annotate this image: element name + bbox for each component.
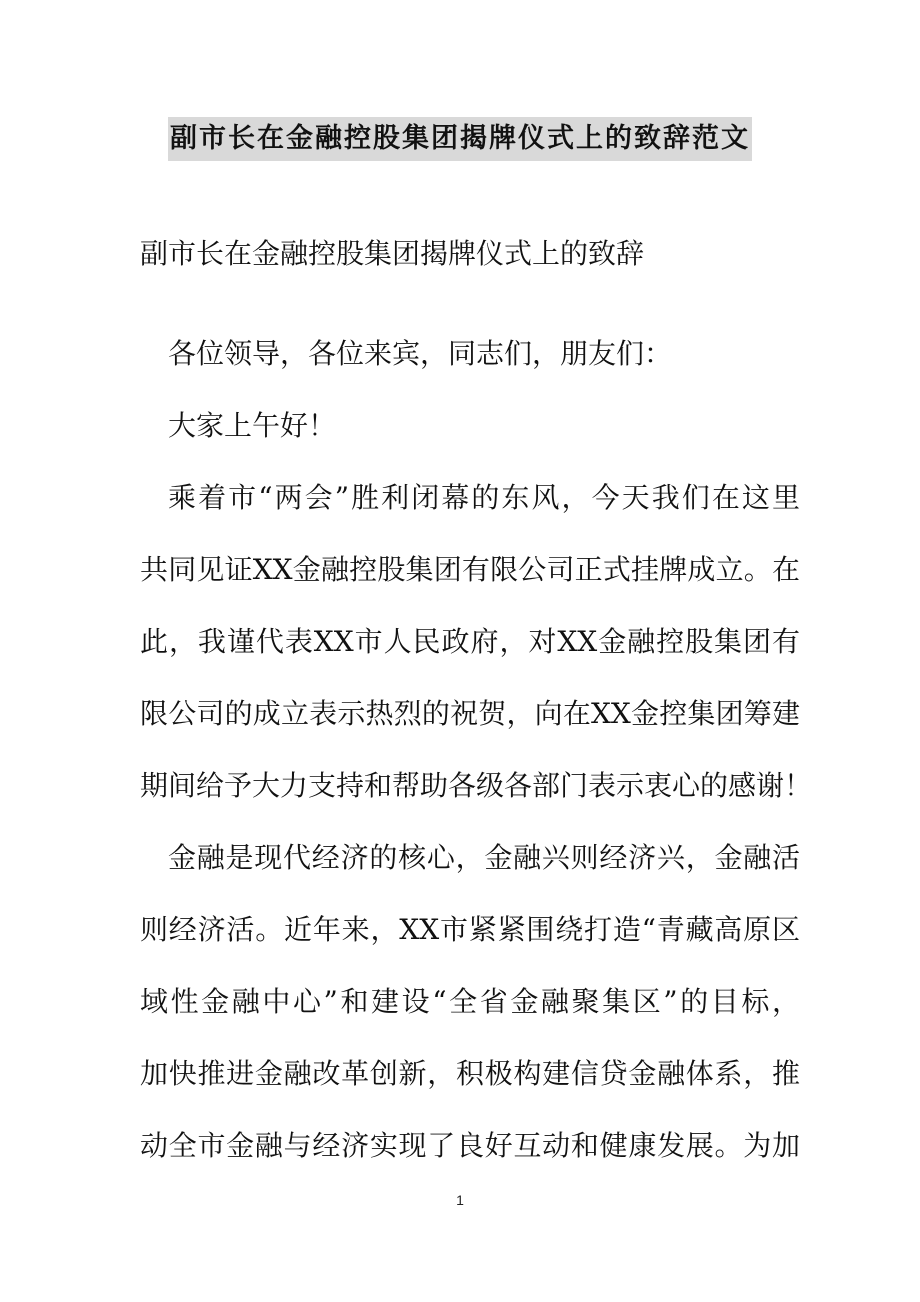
paragraph-line: 此，我谨代表XX市人民政府，对XX金融控股集团有: [140, 625, 800, 658]
paragraph-line: 金融是现代经济的核心，金融兴则经济兴，金融活: [168, 841, 800, 874]
paragraph-line: 动全市金融与经济实现了良好互动和健康发展。为加: [140, 1129, 800, 1162]
salutation-line: 各位领导，各位来宾，同志们，朋友们：: [168, 337, 673, 370]
paragraph-line: 加快推进金融改革创新，积极构建信贷金融体系，推: [140, 1057, 800, 1090]
page-number: 1: [456, 1192, 464, 1208]
document-title: [0, 114, 920, 161]
greeting-line: 大家上午好！: [168, 409, 337, 442]
paragraph-line: 限公司的成立表示热烈的祝贺，向在XX金控集团筹建: [140, 697, 800, 730]
document-title-text: 副市长在金融控股集团揭牌仪式上的致辞范文: [168, 117, 752, 161]
paragraph-line: 期间给予大力支持和帮助各级各部门表示衷心的感谢！: [140, 769, 813, 802]
paragraph-line: 域性金融中心”和建设“全省金融聚集区”的目标，: [140, 985, 800, 1018]
paragraph-line: 乘着市“两会”胜利闭幕的东风，今天我们在这里: [168, 481, 800, 514]
paragraph-line: 则经济活。近年来，XX市紧紧围绕打造“青藏高原区: [140, 913, 800, 946]
paragraph-line: 共同见证XX金融控股集团有限公司正式挂牌成立。在: [140, 553, 800, 586]
speech-heading: 副市长在金融控股集团揭牌仪式上的致辞: [140, 237, 645, 270]
